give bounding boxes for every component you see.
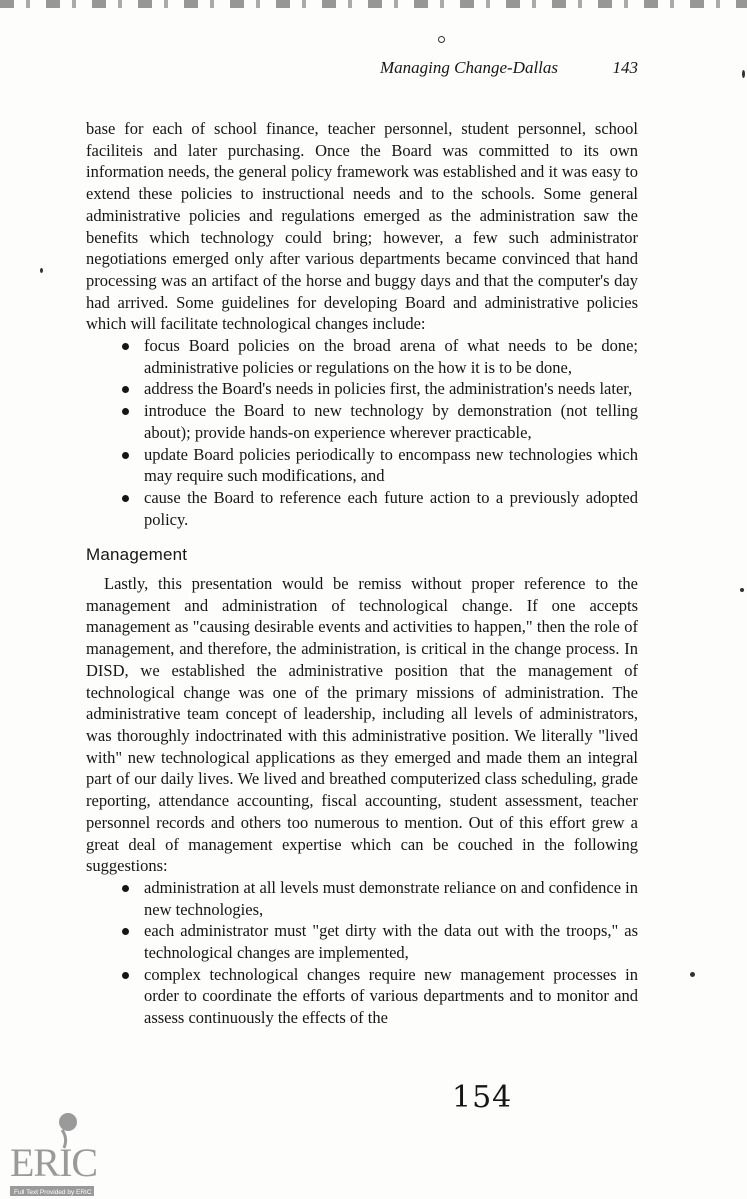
guideline-item: address the Board's needs in policies first, the administration's needs later, xyxy=(144,378,638,400)
folio-number: 154 xyxy=(452,1080,513,1115)
guideline-item: introduce the Board to new technology by demonstration (not telling about); provide hands-on experience wherever practicable, xyxy=(144,401,638,442)
guideline-item: update Board policies periodically to encompass new technologies which may require such modifications, and xyxy=(144,444,638,486)
running-header xyxy=(380,58,640,82)
scan-speck xyxy=(740,588,744,592)
guidelines-list xyxy=(86,335,638,530)
scan-speck xyxy=(690,972,695,977)
management-paragraph: Lastly, this presentation would be remiss without proper reference to the management and administration of technological change. If one accepts management as "causing desirable events and activities to happen," then the role of management, and therefore, the administration, is critical in the change process. In DISD, we established the administrative position that the management of technological change was one of the primary missions of administration. The administrative team concept of leadership, including all levels of administrators, was thoroughly indoctrinated with this administrative position. We literally "lived with" new technological applications as they emerged and made them an integral part of our daily lives. We lived and breathed computerized class scheduling, grade reporting, attendance accounting, fiscal accounting, student assessment, teacher personnel records and others too numerous to mention. Out of this effort grew a great deal of management expertise which can be couched in the following suggestions: xyxy=(86,574,638,876)
scan-speck xyxy=(742,70,745,78)
suggestion-item: each administrator must "get dirty with the data out with the troops," as technological changes are implemented, xyxy=(144,921,638,963)
eric-logo-icon xyxy=(2,1108,102,1198)
svg-text:ERIC: ERIC xyxy=(10,1140,98,1185)
suggestions-list xyxy=(86,877,638,1029)
suggestion-item: administration at all levels must demonstrate reliance on and confidence in new technologies, xyxy=(144,877,638,919)
section-heading: Management xyxy=(86,545,188,565)
svg-text:Full Text Provided by ERIC: Full Text Provided by ERIC xyxy=(14,1189,92,1196)
scan-speck xyxy=(40,268,43,273)
guideline-item: focus Board policies on the broad arena of what needs to be done; administrative policies or regulations on the how it is to be done, xyxy=(144,336,638,377)
guideline-item: cause the Board to reference each future action to a previously adopted policy. xyxy=(144,487,638,529)
intro-paragraph: base for each of school finance, teacher personnel, student personnel, school faciliteis and later purchasing. Once the Board was committed to its own information needs, the general policy framework was established and it was easy to extend these policies to instructional needs and to the schools. Some general administrative policies and regulations emerged as the administration saw the benefits which technology could bring; however, a few such administrator negotiations emerged only after various departments became convinced that hand processing was an artifact of the horse and buggy days and that the computer's day had arrived. Some guidelines for developing Board and administrative policies which will facilitate technological changes include: xyxy=(86,119,638,334)
page-body xyxy=(86,118,638,1029)
scan-edge-artifact xyxy=(0,0,747,8)
running-title: Managing Change-Dallas xyxy=(380,58,559,77)
scan-speck xyxy=(438,36,445,43)
page-number: 143 xyxy=(612,58,638,77)
suggestion-item: complex technological changes require new management processes in order to coordinate the efforts of various departments and to monitor and assess continuously the effects of the xyxy=(144,964,638,1028)
